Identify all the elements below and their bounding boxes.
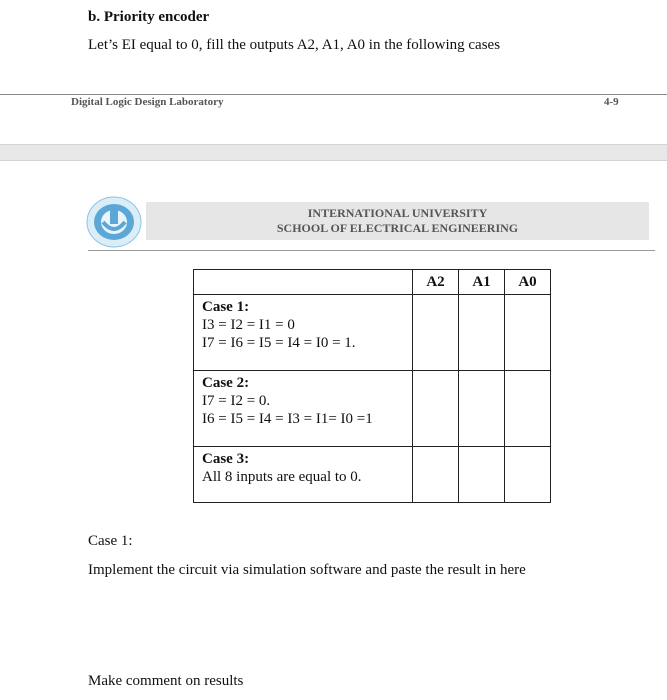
table-row xyxy=(194,295,551,371)
output-a0-cell[interactable] xyxy=(505,295,551,371)
university-seal-icon xyxy=(86,196,142,248)
case-cell xyxy=(194,295,413,371)
output-a2-cell[interactable] xyxy=(413,447,459,503)
output-a2-cell[interactable] xyxy=(413,371,459,447)
case-condition: I3 = I2 = I1 = 0 xyxy=(202,317,295,333)
priority-encoder-cases-table xyxy=(193,269,551,503)
output-a0-cell[interactable] xyxy=(505,447,551,503)
output-a1-cell[interactable] xyxy=(459,295,505,371)
case-condition: I7 = I2 = 0. xyxy=(202,393,271,409)
page-break xyxy=(0,144,667,161)
footer-page-number: 4-9 xyxy=(604,96,619,108)
case-title: Case 3: xyxy=(202,451,250,467)
footer-divider xyxy=(0,94,667,95)
instruction-text: Let’s EI equal to 0, fill the outputs A2, A1, A0 in the following cases xyxy=(88,37,501,53)
banner-university-name: INTERNATIONAL UNIVERSITY xyxy=(307,206,488,220)
case-condition: I6 = I5 = I4 = I3 = I1= I0 =1 xyxy=(202,411,373,427)
table-header-a1: A1 xyxy=(459,270,505,295)
output-a0-cell[interactable] xyxy=(505,371,551,447)
case-title: Case 1: xyxy=(202,299,250,315)
case-condition: All 8 inputs are equal to 0. xyxy=(202,469,362,485)
output-a1-cell[interactable] xyxy=(459,447,505,503)
footer-title: Digital Logic Design Laboratory xyxy=(71,96,224,108)
comment-prompt: Make comment on results xyxy=(88,673,244,689)
table-header-a2: A2 xyxy=(413,270,459,295)
banner-school-name: SCHOOL OF ELECTRICAL ENGINEERING xyxy=(276,221,519,235)
case1-label: Case 1: xyxy=(88,533,133,549)
table-header-a0: A0 xyxy=(505,270,551,295)
implementation-instruction: Implement the circuit via simulation software and paste the result in here xyxy=(88,562,526,578)
case-cell xyxy=(194,371,413,447)
case-title: Case 2: xyxy=(202,375,250,391)
case-condition: I7 = I6 = I5 = I4 = I0 = 1. xyxy=(202,335,356,351)
header-divider xyxy=(88,250,655,251)
output-a1-cell[interactable] xyxy=(459,371,505,447)
case-cell xyxy=(194,447,413,503)
table-header-row xyxy=(194,270,551,295)
table-header-empty xyxy=(194,270,413,295)
table-row xyxy=(194,371,551,447)
institution-banner xyxy=(146,202,649,240)
table-row xyxy=(194,447,551,503)
output-a2-cell[interactable] xyxy=(413,295,459,371)
section-heading: b. Priority encoder xyxy=(88,9,210,25)
